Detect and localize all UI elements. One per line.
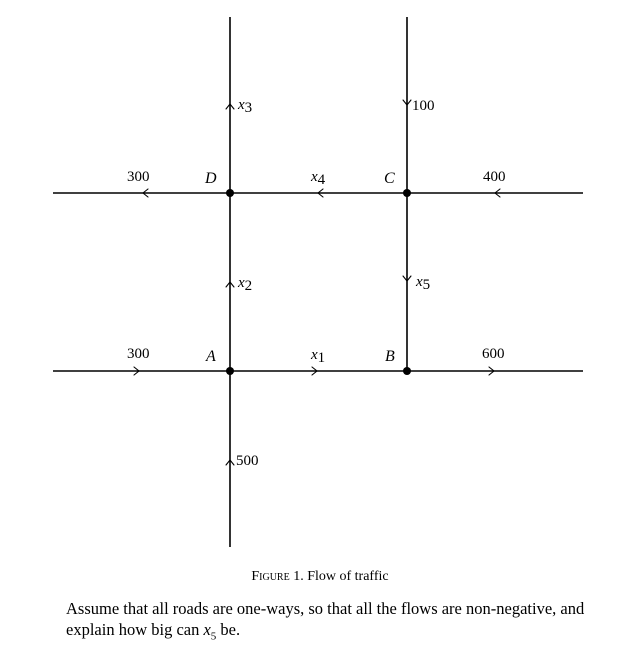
external-flow-500: 500	[236, 453, 259, 469]
node-c-dot	[403, 189, 411, 197]
external-flow-300-bottom: 300	[127, 346, 150, 362]
flow-label-x5: x5	[416, 274, 431, 293]
flow-label-x2: x2	[238, 275, 253, 294]
external-flow-400: 400	[483, 169, 506, 185]
node-label-a: A	[206, 348, 216, 365]
figure-caption	[0, 569, 640, 585]
node-label-c: C	[384, 170, 395, 187]
external-flow-600: 600	[482, 346, 505, 362]
figure-title: Flow of traffic	[307, 569, 389, 584]
node-d-dot	[226, 189, 234, 197]
flow-label-x3: x3	[238, 97, 253, 116]
flow-label-x4: x4	[311, 169, 326, 188]
node-label-b: B	[385, 348, 395, 365]
external-flow-300-top: 300	[127, 169, 150, 185]
question-before: Assume that all roads are one-ways, so that all the flows are non-negative, and explain how big can	[66, 599, 585, 639]
node-b-dot	[403, 367, 411, 375]
question-text	[66, 598, 626, 647]
flow-label-x1: x1	[311, 347, 326, 366]
node-label-d: D	[205, 170, 217, 187]
question-sub: 5	[210, 630, 217, 643]
external-flow-100: 100	[412, 98, 435, 114]
node-a-dot	[226, 367, 234, 375]
question-var: x	[203, 620, 211, 639]
figure-number: Figure 1.	[251, 569, 304, 584]
question-after: be.	[216, 620, 241, 639]
